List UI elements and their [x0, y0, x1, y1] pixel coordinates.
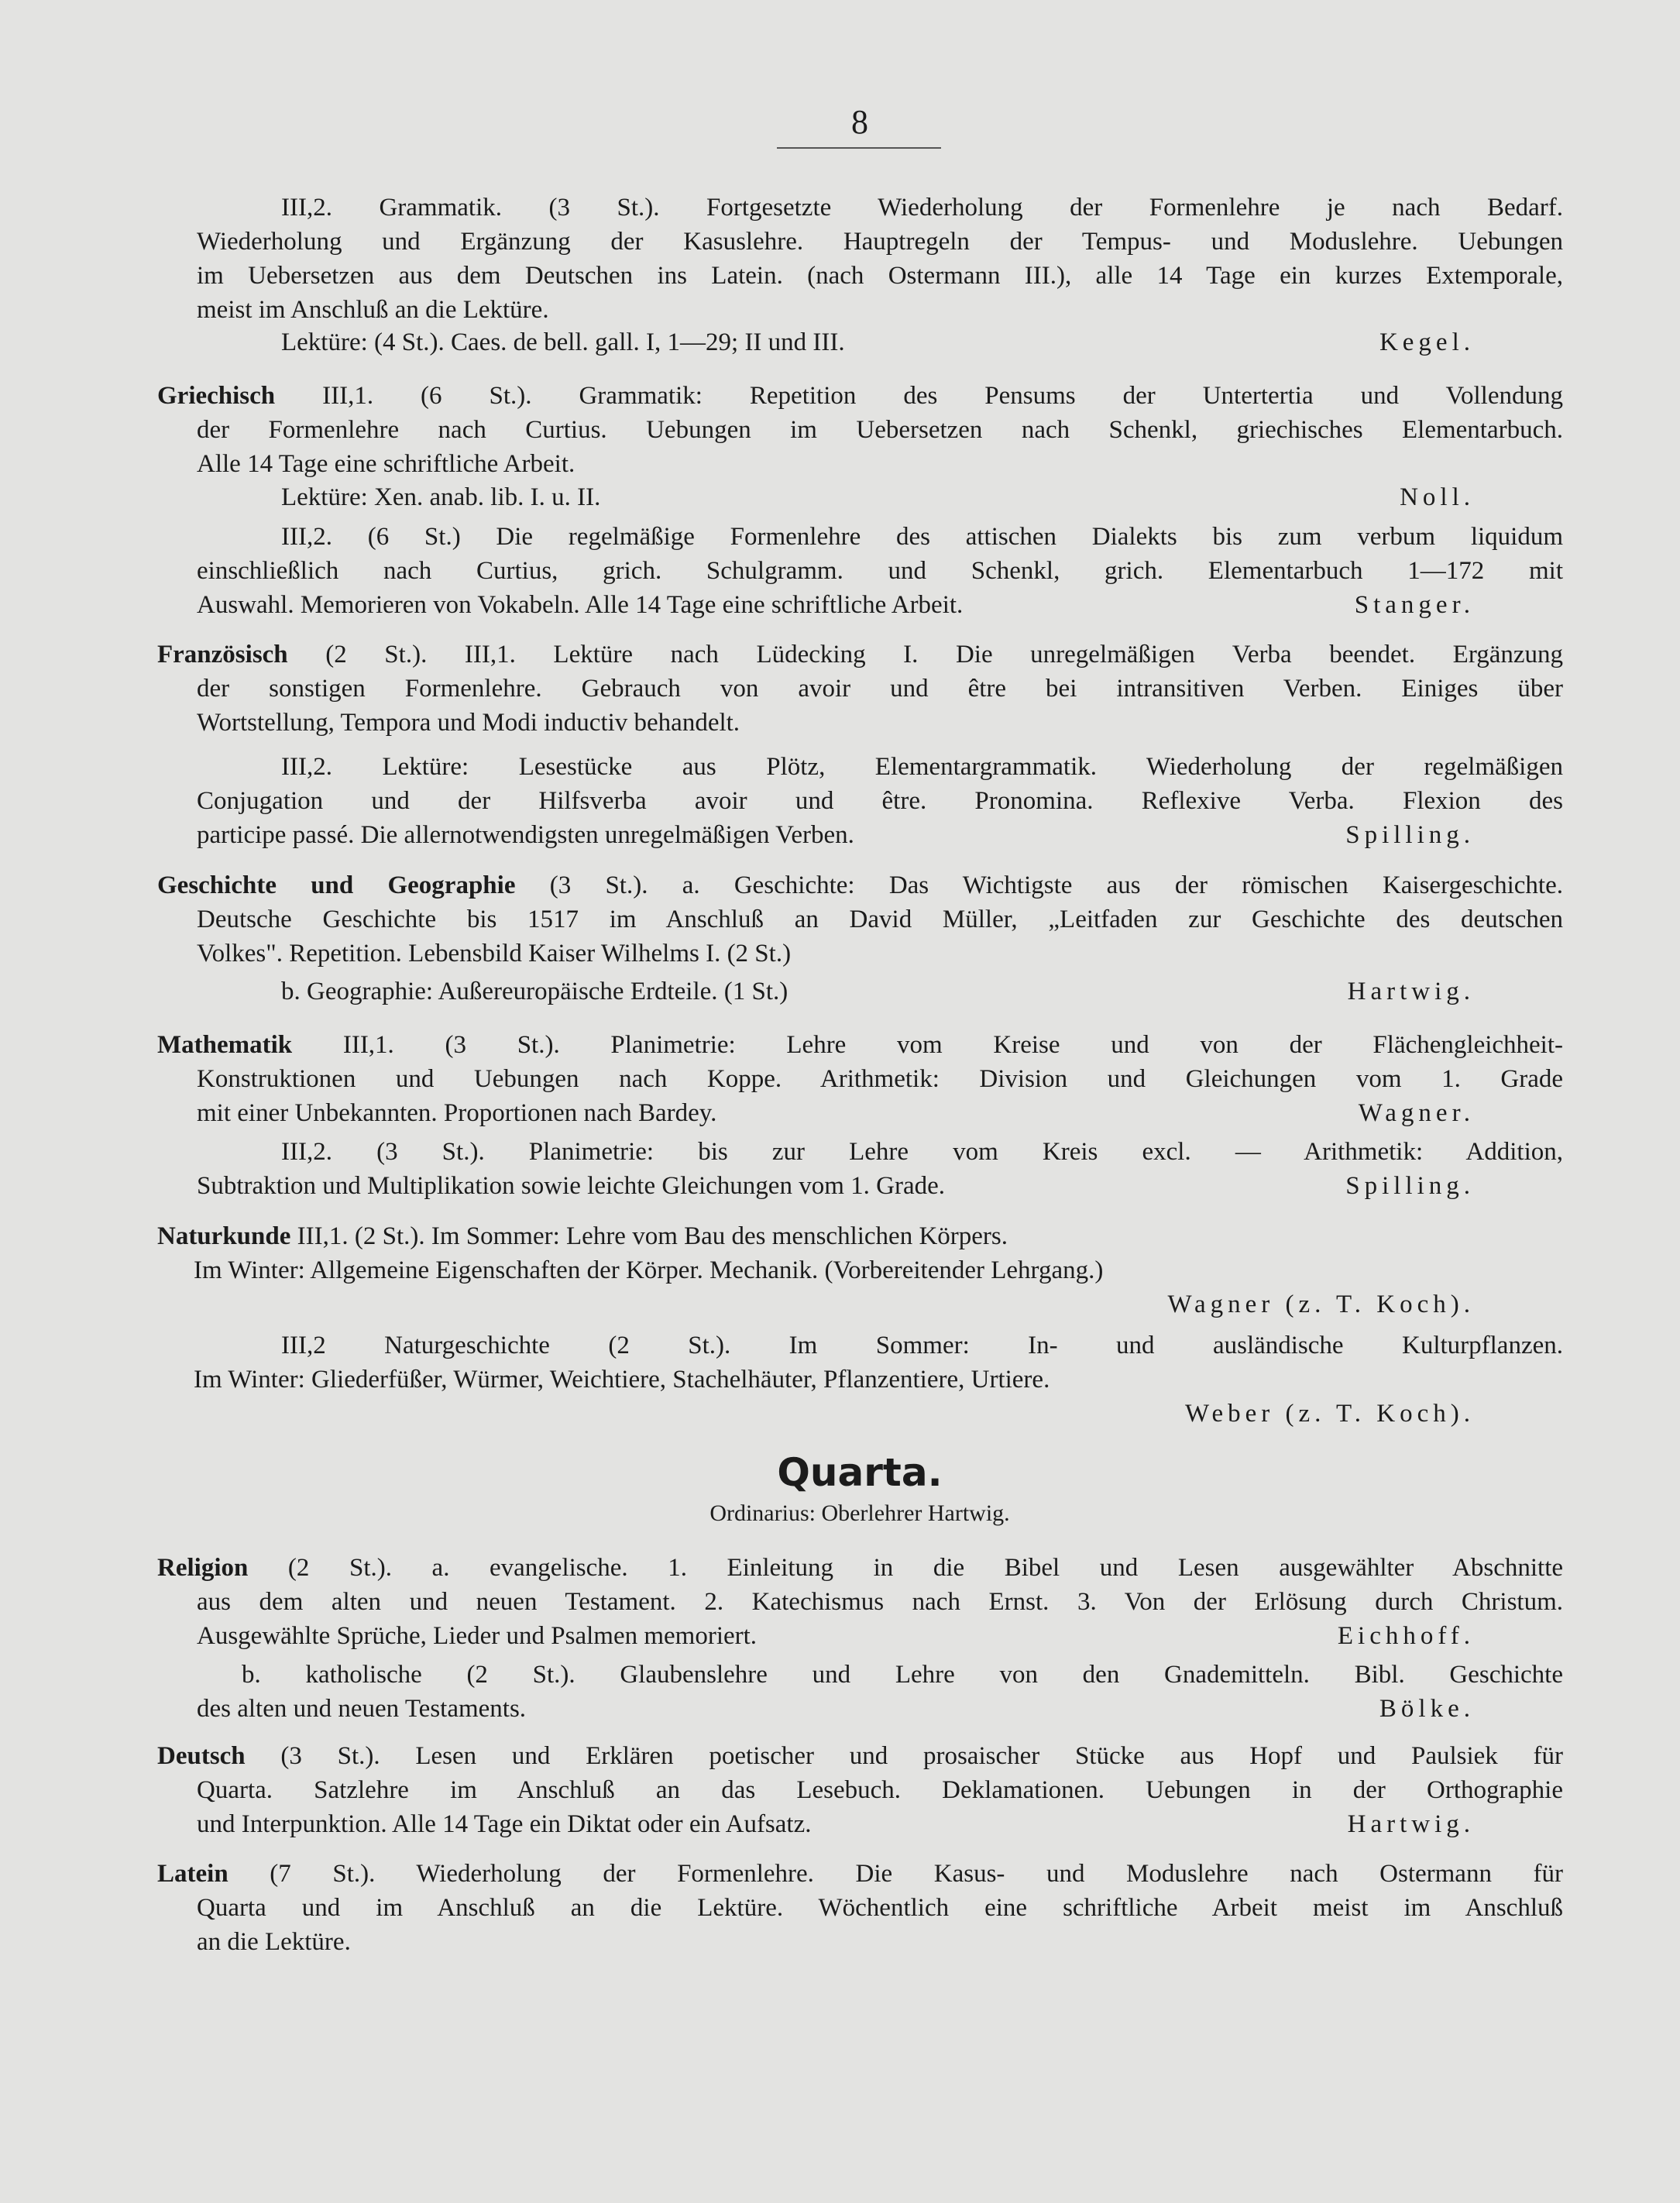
teacher-signature: Weber (z. T. Koch). [1184, 1400, 1475, 1428]
text-line [197, 1807, 811, 1841]
line-text: Lektüre: Xen. anab. lib. I. u. II. [281, 483, 601, 511]
subject-heading: Religion [157, 1554, 249, 1582]
line-text: der Formenlehre nach Curtius. Uebungen im Uebersetzen nach Schenkl, griechisches Elementarbuch. [197, 416, 1563, 444]
line-text: III,1. (2 St.). Im Sommer: Lehre vom Bau des menschlichen Körpers. [297, 1222, 1008, 1250]
line-text: Auswahl. Memorieren von Vokabeln. Alle 14 Tage eine schriftliche Arbeit. [197, 591, 964, 619]
line-text: participe passé. Die allernotwendigsten unregelmäßigen Verben. [197, 821, 854, 849]
text-line [281, 480, 600, 514]
line-text: Conjugation und der Hilfsverba avoir und être. Pronomina. Reflexive Verba. Flexion des [197, 787, 1563, 815]
text-line [197, 447, 575, 481]
teacher-signature: Eichhoff. [1337, 1622, 1475, 1650]
text-line [197, 1096, 716, 1130]
section-title: Quarta. [777, 1450, 943, 1495]
text-line [197, 672, 1563, 706]
line-text: Im Winter: Allgemeine Eigenschaften der Körper. Mechanik. (Vorbereitender Lehrgang.) [194, 1256, 1104, 1284]
line-text: (3 St.). Lesen und Erklären poetischer und prosaischer Stücke aus Hopf und Paulsiek für [280, 1742, 1563, 1770]
line-text: Subtraktion und Multiplikation sowie leichte Gleichungen vom 1. Grade. [197, 1172, 945, 1200]
line-text: III,2. Grammatik. (3 St.). Fortgesetzte Wiederholung der Formenlehre je nach Bedarf. [281, 194, 1563, 222]
text-line [194, 1363, 1050, 1397]
line-text: III,2. (3 St.). Planimetrie: bis zur Lehre vom Kreis excl. — Arithmetik: Addition, [281, 1138, 1563, 1166]
line-text: Deutsche Geschichte bis 1517 im Anschluß an David Müller, „Leitfaden zur Geschichte des deutschen [197, 906, 1563, 933]
teacher-signature: Stanger. [1354, 591, 1475, 619]
subject-heading: Französisch [157, 641, 288, 668]
text-line [157, 1219, 1008, 1253]
text-line [197, 1773, 1563, 1807]
text-line [242, 1658, 1563, 1692]
text-line [197, 293, 549, 327]
text-line [157, 868, 1563, 902]
header-rule [777, 147, 941, 149]
text-line [197, 1692, 526, 1726]
line-text: (7 St.). Wiederholung der Formenlehre. Die Kasus- und Moduslehre nach Ostermann für [270, 1860, 1563, 1888]
text-line [197, 1619, 757, 1653]
text-line [281, 750, 1563, 784]
text-line [281, 325, 845, 359]
text-line [197, 1925, 351, 1959]
subject-heading: Geschichte und Geographie [157, 871, 516, 899]
subject-heading: Deutsch [157, 1742, 246, 1770]
line-text: Konstruktionen und Uebungen nach Koppe. Arithmetik: Division und Gleichungen vom 1. Grade [197, 1065, 1563, 1093]
teacher-signature: Hartwig. [1347, 978, 1475, 1005]
text-line [197, 1062, 1563, 1096]
line-text: Im Winter: Gliederfüßer, Würmer, Weichtiere, Stachelhäuter, Pflanzentiere, Urtiere. [194, 1366, 1050, 1394]
text-line [197, 706, 740, 740]
text-line [157, 1739, 1563, 1773]
teacher-signature: Wagner. [1358, 1099, 1475, 1127]
text-line [197, 1585, 1563, 1619]
section-subtitle: Ordinarius: Oberlehrer Hartwig. [709, 1500, 1010, 1526]
line-text: Volkes". Repetition. Lebensbild Kaiser Wilhelms I. (2 St.) [197, 940, 792, 967]
text-line [281, 520, 1563, 554]
line-text: Ausgewählte Sprüche, Lieder und Psalmen memoriert. [197, 1622, 758, 1650]
line-text: III,1. (3 St.). Planimetrie: Lehre vom Kreise und von der Flächengleichheit- [342, 1031, 1563, 1059]
line-text: aus dem alten und neuen Testament. 2. Katechismus nach Ernst. 3. Von der Erlösung durch Christum. [197, 1588, 1563, 1616]
text-line [157, 1028, 1563, 1062]
text-line [197, 902, 1563, 937]
text-line [281, 974, 788, 1009]
text-line [197, 818, 854, 852]
text-line [197, 413, 1563, 447]
text-line [157, 1551, 1563, 1585]
text-line [157, 379, 1563, 413]
line-text: meist im Anschluß an die Lektüre. [197, 296, 549, 324]
subject-heading: Latein [157, 1860, 228, 1888]
line-text: Quarta und im Anschluß an die Lektüre. Wöchentlich eine schriftliche Arbeit meist im Anschluß [197, 1894, 1563, 1922]
line-text: (2 St.). a. evangelische. 1. Einleitung in die Bibel und Lesen ausgewählter Abschnitte [287, 1554, 1563, 1582]
text-line [197, 784, 1563, 818]
line-text: Lektüre: (4 St.). Caes. de bell. gall. I, 1—29; II und III. [281, 328, 845, 356]
line-text: (3 St.). a. Geschichte: Das Wichtigste aus der römischen Kaisergeschichte. [549, 871, 1563, 899]
text-line [157, 1857, 1563, 1891]
line-text: der sonstigen Formenlehre. Gebrauch von avoir und être bei intransitiven Verben. Einiges über [197, 675, 1563, 703]
line-text: b. katholische (2 St.). Glaubenslehre und Lehre von den Gnademitteln. Bibl. Geschichte [242, 1661, 1563, 1689]
teacher-signature: Spilling. [1345, 821, 1475, 849]
page-number: 8 [851, 103, 868, 141]
line-text: Alle 14 Tage eine schriftliche Arbeit. [197, 450, 575, 478]
line-text: und Interpunktion. Alle 14 Tage ein Diktat oder ein Aufsatz. [197, 1810, 812, 1838]
text-line [281, 191, 1563, 225]
line-text: (2 St.). III,1. Lektüre nach Lüdecking I. Die unregelmäßigen Verba beendet. Ergänzung [325, 641, 1563, 668]
teacher-signature: Kegel. [1379, 328, 1475, 356]
line-text: Wiederholung und Ergänzung der Kasuslehre. Hauptregeln der Tempus- und Moduslehre. Uebungen [197, 228, 1563, 256]
text-line [281, 1135, 1563, 1169]
teacher-signature: Spilling. [1345, 1172, 1475, 1200]
line-text: des alten und neuen Testaments. [197, 1695, 527, 1723]
subject-heading: Griechisch [157, 382, 276, 410]
line-text: Quarta. Satzlehre im Anschluß an das Lesebuch. Deklamationen. Uebungen in der Orthographie [197, 1776, 1563, 1804]
line-text: III,2 Naturgeschichte (2 St.). Im Sommer: In- und ausländische Kulturpflanzen. [281, 1332, 1563, 1359]
line-text: III,2. Lektüre: Lesestücke aus Plötz, Elementargrammatik. Wiederholung der regelmäßigen [281, 753, 1563, 781]
line-text: III,2. (6 St.) Die regelmäßige Formenlehre des attischen Dialekts bis zum verbum liquidum [281, 523, 1563, 551]
text-line [197, 259, 1563, 293]
teacher-signature: Bölke. [1379, 1695, 1475, 1723]
line-text: b. Geographie: Außereuropäische Erdteile. (1 St.) [281, 978, 788, 1005]
line-text: im Uebersetzen aus dem Deutschen ins Latein. (nach Ostermann III.), alle 14 Tage ein kurzes Extemporale, [197, 262, 1563, 290]
text-line [197, 1169, 945, 1203]
text-line [197, 937, 791, 971]
text-line [197, 225, 1563, 259]
line-text: Wortstellung, Tempora und Modi inductiv behandelt. [197, 709, 740, 737]
line-text: mit einer Unbekannten. Proportionen nach Bardey. [197, 1099, 717, 1127]
text-line [197, 554, 1563, 588]
text-line [194, 1253, 1103, 1287]
text-line [157, 638, 1563, 672]
subject-heading: Mathematik [157, 1031, 293, 1059]
text-line [281, 1328, 1563, 1363]
text-line [197, 1891, 1563, 1925]
text-line [197, 588, 963, 622]
line-text: an die Lektüre. [197, 1928, 351, 1956]
subject-heading: Naturkunde [157, 1222, 291, 1250]
line-text: einschließlich nach Curtius, grich. Schulgramm. und Schenkl, grich. Elementarbuch 1—172 mit [197, 557, 1563, 585]
teacher-signature: Noll. [1400, 483, 1475, 511]
teacher-signature: Hartwig. [1347, 1810, 1475, 1838]
line-text: III,1. (6 St.). Grammatik: Repetition des Pensums der Untertertia und Vollendung [322, 382, 1563, 410]
teacher-signature: Wagner (z. T. Koch). [1167, 1291, 1475, 1318]
